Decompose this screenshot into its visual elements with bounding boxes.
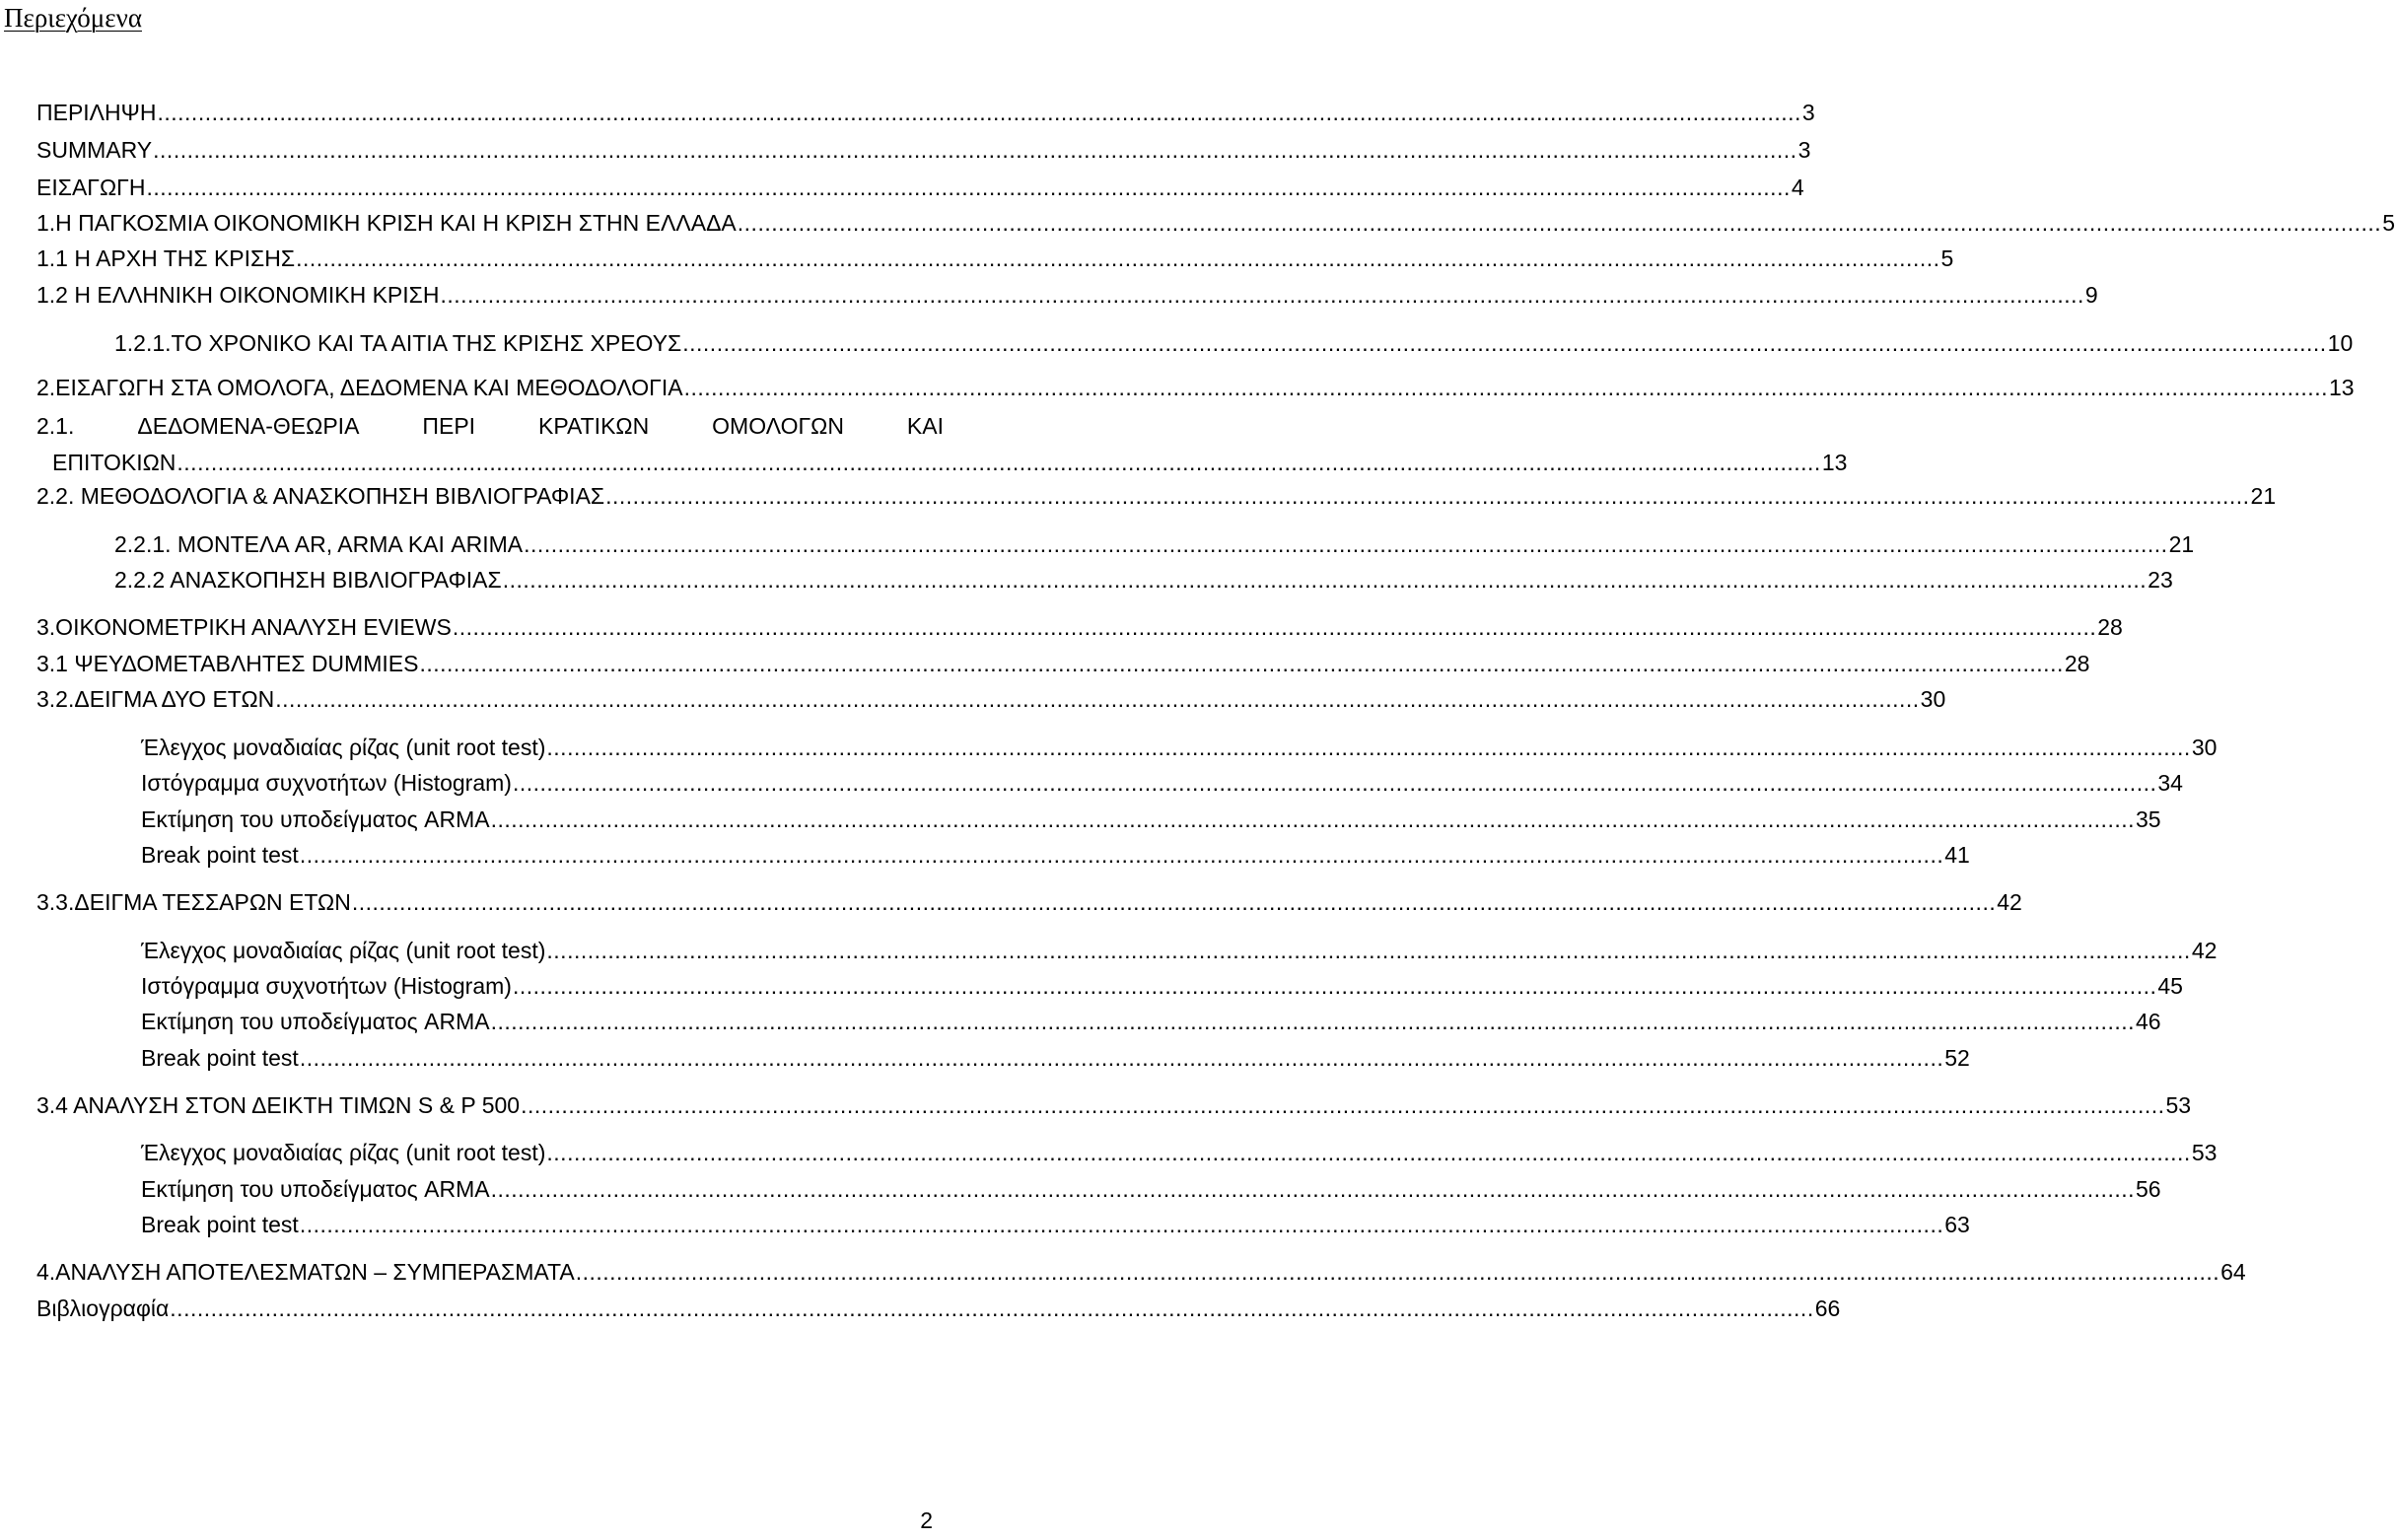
toc-entry-label: Εκτίμηση του υποδείγματος ARMA [141,1176,490,1202]
toc-entry-page: 9 [2084,282,2098,308]
toc-entry[interactable] [36,1258,2246,1286]
dot-leader [300,841,1943,869]
label-word: 2.1. [36,413,75,439]
toc-entry[interactable] [141,1008,2161,1035]
toc-entry-label: 3.3.ΔΕΙΓΜΑ ΤΕΣΣΑΡΩΝ ΕΤΩΝ [36,889,351,915]
dot-leader [491,1175,2135,1203]
dot-leader [605,482,2249,510]
toc-entry-page: 10 [2327,330,2354,356]
toc-entry-label: Break point test [141,1212,299,1237]
label-word: ΚΑΙ [906,413,944,439]
toc-entry[interactable] [36,209,2395,237]
toc-entry-label: SUMMARY [36,137,153,163]
dot-leader [146,174,1790,201]
toc-entry-label: 3.1 ΨΕΥΔΟΜΕΤΑΒΛΗΤΕΣ DUMMIES [36,651,419,676]
toc-entry[interactable] [114,530,2195,558]
dot-leader [684,374,2328,401]
dot-leader [419,650,2063,677]
toc-entry-label: Ιστόγραμμα συχνοτήτων (Histogram) [141,770,512,796]
dot-leader [157,99,1800,126]
toc-entry-page: 13 [1821,450,1848,475]
toc-entry-label: Εκτίμηση του υποδείγματος ARMA [141,1009,490,1034]
dot-leader [503,566,2147,594]
toc-entry-label: 1.2.1.ΤΟ ΧΡΟΝΙΚΟ ΚΑΙ ΤΑ ΑΙΤΙΑ ΤΗΣ ΚΡΙΣΗΣ ΧΡΕΟΥΣ [114,330,682,356]
toc-entry-page: 63 [1944,1212,1970,1237]
toc-entry[interactable] [141,937,2218,964]
toc-entry[interactable] [36,685,1946,713]
toc-entry-page: 21 [2250,483,2277,509]
toc-entry-label: 2.2.1. ΜΟΝΤΕΛΑ AR, ARMA ΚΑΙ ARIMA [114,531,524,557]
toc-entry-page: 21 [2168,531,2195,557]
dot-leader [300,1211,1943,1238]
toc-entry[interactable] [36,1295,1841,1322]
toc-entry-page: 53 [2191,1140,2218,1165]
dot-leader [513,972,2156,1000]
toc-entry[interactable] [36,1091,2192,1119]
dot-leader [546,1139,2190,1166]
dot-leader [170,1295,1813,1322]
toc-entry-page: 53 [2165,1092,2192,1118]
toc-entry-page: 28 [2097,614,2123,640]
toc-entry-page: 64 [2220,1259,2246,1285]
dot-leader [546,937,2190,964]
toc-entry-label: 2.ΕΙΣΑΓΩΓΗ ΣΤΑ ΟΜΟΛΟΓΑ, ΔΕΔΟΜΕΝΑ ΚΑΙ ΜΕΘΟΔΟΛΟΓΙΑ [36,375,683,400]
toc-entry-page: 35 [2136,806,2161,832]
toc-entry[interactable] [141,1044,1970,1072]
toc-entry-label: 3.ΟΙΚΟΝΟΜΕΤΡΙΚΗ ΑΝΑΛΥΣΗ EVIEWS [36,614,452,640]
label-word: ΔΕΔΟΜΕΝΑ-ΘΕΩΡΙΑ [137,413,360,439]
label-word: ΟΜΟΛΟΓΩΝ [712,413,844,439]
toc-entry-page: 4 [1791,175,1804,200]
label-word: ΚΡΑΤΙΚΩΝ [538,413,650,439]
page-number: 2 [920,1507,933,1533]
toc-entry-page: 5 [2382,210,2395,236]
toc-entry-page: 30 [1920,686,1946,712]
toc-entry-label: Break point test [141,842,299,868]
toc-entry-page: 46 [2136,1009,2161,1034]
toc-entry[interactable] [36,136,1811,164]
toc-entry-label: ΕΙΣΑΓΩΓΗ [36,175,146,200]
toc-entry[interactable] [36,245,1954,272]
toc-entry[interactable] [141,972,2183,1000]
toc-entry-label: Έλεγχος μοναδιαίας ρίζας (unit root test) [141,735,546,760]
toc-entry-label: Ιστόγραμμα συχνοτήτων (Histogram) [141,973,512,999]
toc-entry[interactable] [141,1139,2218,1166]
dot-leader [275,685,1919,713]
toc-entry-page: 41 [1944,842,1970,868]
toc-entry-label: 4.ΑΝΑΛΥΣΗ ΑΠΟΤΕΛΕΣΜΑΤΩΝ – ΣΥΜΠΕΡΑΣΜΑΤΑ [36,1259,575,1285]
toc-entry[interactable] [36,99,1815,126]
dot-leader [521,1091,2164,1119]
toc-entry-page: 3 [1801,100,1815,125]
toc-entry-page: 13 [2328,375,2355,400]
dot-leader [153,136,1796,164]
toc-entry[interactable] [36,174,1804,201]
toc-entry[interactable] [36,374,2355,401]
toc-entry[interactable] [141,1211,1970,1238]
dot-leader [453,613,2096,641]
toc-entry-label: 1.1 Η ΑΡΧΗ ΤΗΣ ΚΡΙΣΗΣ [36,245,296,271]
toc-entry-label: Βιβλιογραφία [36,1295,170,1321]
toc-entry-label-line1 [36,412,944,440]
toc-entry-page: 52 [1944,1045,1970,1071]
toc-entry-page: 42 [1997,889,2022,915]
dot-leader [682,329,2326,357]
toc-entry-label: Έλεγχος μοναδιαίας ρίζας (unit root test) [141,938,546,963]
toc-entry[interactable] [36,281,2098,309]
toc-entry-page: 3 [1797,137,1811,163]
toc-entry-label-line2: ΕΠΙΤΟΚΙΩΝ [52,450,176,475]
dot-leader [491,805,2135,833]
toc-entry-page: 5 [1940,245,1954,271]
toc-entry-page: 30 [2191,735,2218,760]
dot-leader [352,888,1996,916]
dot-leader [176,449,1820,476]
dot-leader [546,734,2190,761]
toc-entry[interactable] [141,841,1970,869]
toc-entry[interactable] [141,1175,2161,1203]
toc-entry[interactable] [141,734,2218,761]
toc-entry-label: 2.2. ΜΕΘΟΔΟΛΟΓΙΑ & ΑΝΑΣΚΟΠΗΣΗ ΒΙΒΛΙΟΓΡΑΦΙΑΣ [36,483,605,509]
toc-entry[interactable] [36,482,2277,510]
dot-leader [738,209,2381,237]
toc-entry[interactable] [114,566,2173,594]
dot-leader [524,530,2167,558]
toc-entry-page: 23 [2148,567,2173,593]
toc-entry-label: 1.2 Η ΕΛΛΗΝΙΚΗ ΟΙΚΟΝΟΜΙΚΗ ΚΡΙΣΗ [36,282,440,308]
label-word: ΠΕΡΙ [422,413,476,439]
toc-entry-wrapped[interactable] [36,412,1848,476]
dot-leader [296,245,1939,272]
toc-entry-label: 2.2.2 ΑΝΑΣΚΟΠΗΣΗ ΒΙΒΛΙΟΓΡΑΦΙΑΣ [114,567,502,593]
toc-entry-label: Break point test [141,1045,299,1071]
dot-leader [513,769,2156,797]
toc-entry[interactable] [36,650,2090,677]
dot-leader [300,1044,1943,1072]
toc-entry-label: ΠΕΡΙΛΗΨΗ [36,100,157,125]
toc-entry-page: 45 [2157,973,2183,999]
toc-entry-label: 1.Η ΠΑΓΚΟΣΜΙΑ ΟΙΚΟΝΟΜΙΚΗ ΚΡΙΣΗ ΚΑΙ Η ΚΡΙΣΗ ΣΤΗΝ ΕΛΛΑΔΑ [36,210,737,236]
toc-entry-label: Έλεγχος μοναδιαίας ρίζας (unit root test) [141,1140,546,1165]
toc-entry[interactable] [141,805,2161,833]
toc-entry[interactable] [36,613,2123,641]
toc-entry-page: 34 [2157,770,2183,796]
dot-leader [491,1008,2135,1035]
toc-entry-label: 3.4 ΑΝΑΛΥΣΗ ΣΤΟΝ ΔΕΙΚΤΗ ΤΙΜΩΝ S & P 500 [36,1092,521,1118]
toc-entry-page: 56 [2136,1176,2161,1202]
toc-entry-label: Εκτίμηση του υποδείγματος ARMA [141,806,490,832]
toc-entry-page: 28 [2064,651,2090,676]
toc-entry[interactable] [141,769,2183,797]
toc-entry-page: 66 [1814,1295,1841,1321]
toc-entry-page: 42 [2191,938,2218,963]
toc-entry[interactable] [114,329,2354,357]
dot-leader [440,281,2083,309]
page-title: Περιεχόμενα [4,3,142,33]
toc-entry[interactable] [36,888,2022,916]
dot-leader [576,1258,2219,1286]
toc-entry-label: 3.2.ΔΕΙΓΜΑ ΔΥΟ ΕΤΩΝ [36,686,275,712]
